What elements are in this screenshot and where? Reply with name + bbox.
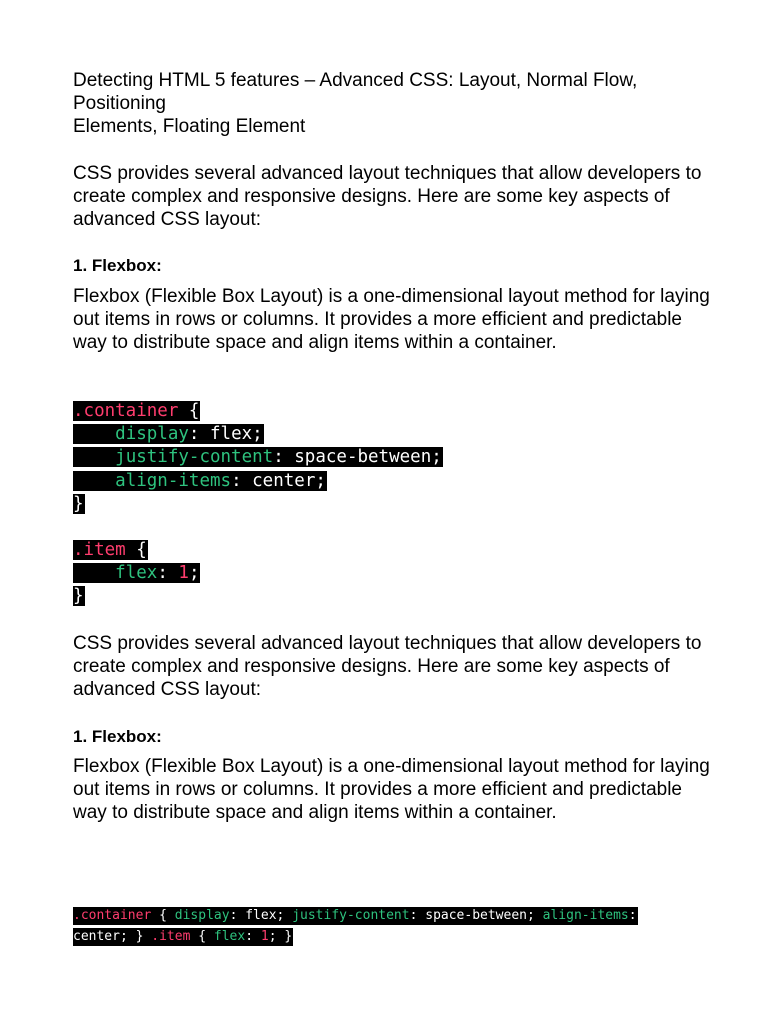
code-block-item: .item { flex: 1; } xyxy=(73,540,200,607)
code-property: display xyxy=(115,424,189,445)
code-selector: .container xyxy=(73,401,179,421)
document-title xyxy=(73,69,713,138)
title-line-1: Detecting HTML 5 features – Advanced CSS: Layout, Normal Flow, xyxy=(73,70,638,91)
intro-paragraph-1: CSS provides several advanced layout techniques that allow developers to create complex and responsive designs. Here are some key aspects of advanced CSS layout: xyxy=(73,163,702,230)
body-paragraph-2: Flexbox (Flexible Box Layout) is a one-dimensional layout method for laying out items in rows or columns. It provides a more efficient and predictable way to distribute space and align items within a container. xyxy=(73,756,710,823)
section-heading-1: 1. Flexbox: xyxy=(73,256,162,275)
code-number: 1 xyxy=(178,563,189,584)
inline-code-block: .container { display: flex; justify-content: space-between; align-items: center; } .item { flex: 1; } xyxy=(73,908,637,944)
code-property: align-items xyxy=(115,470,232,491)
section-heading-2: 1. Flexbox: xyxy=(73,727,162,746)
intro-paragraph-2: CSS provides several advanced layout techniques that allow developers to create complex and responsive designs. Here are some key aspects of advanced CSS layout: xyxy=(73,633,702,700)
code-property: flex xyxy=(115,563,158,584)
code-property: justify-content xyxy=(115,447,274,468)
title-line-3: Elements, Floating Element xyxy=(73,116,306,137)
code-block-container: .container { display: flex; justify-content: space-between; align-items: center; } xyxy=(73,401,442,514)
body-paragraph-1: Flexbox (Flexible Box Layout) is a one-dimensional layout method for laying out items in rows or columns. It provides a more efficient and predictable way to distribute space and align items within a container. xyxy=(73,286,710,353)
code-selector: .item xyxy=(73,540,126,560)
title-line-2: Positioning xyxy=(73,93,166,114)
